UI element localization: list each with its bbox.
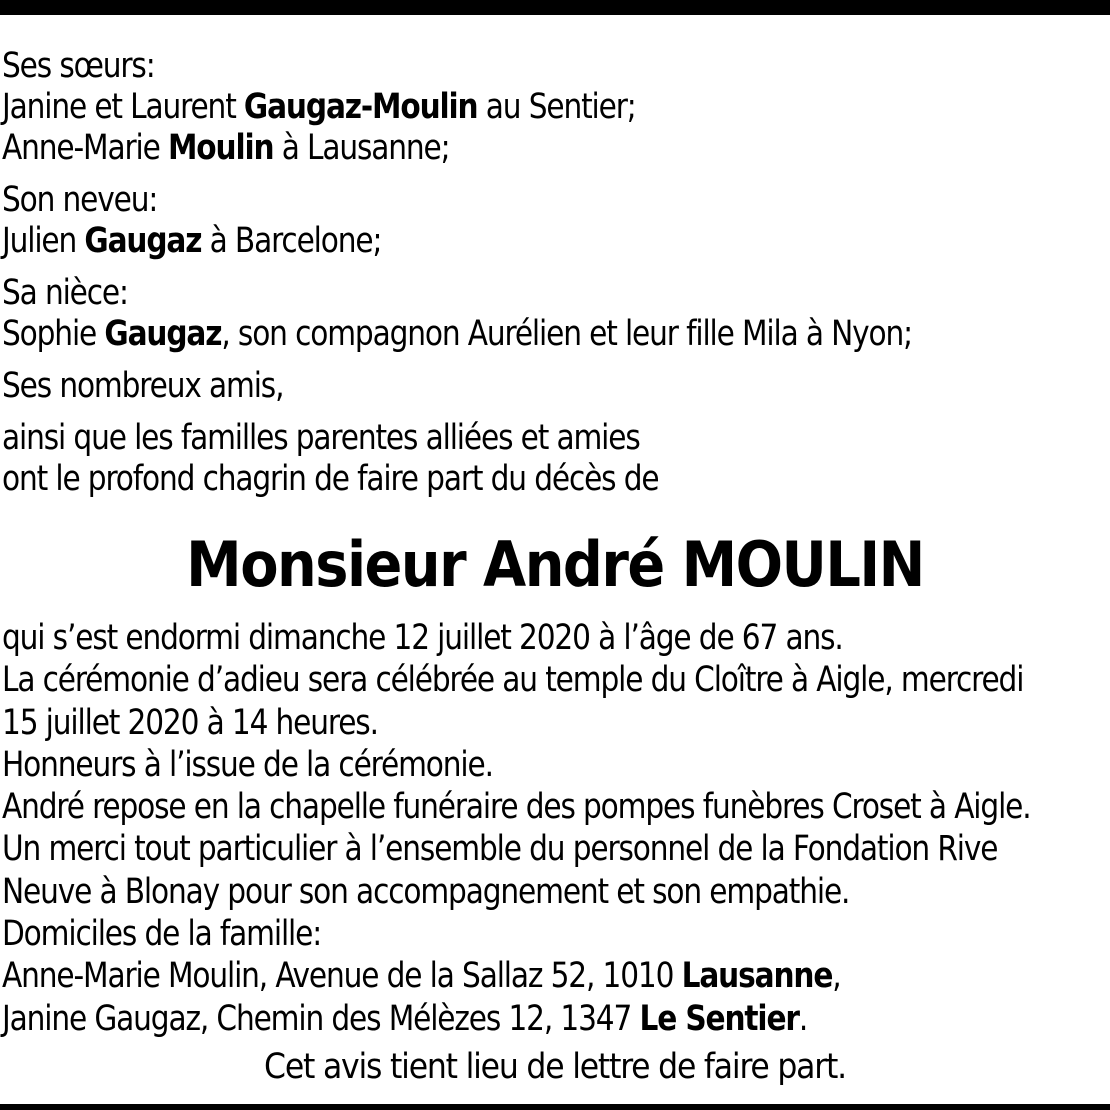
nephew-line <box>2 221 1042 262</box>
text-span: Anne-Marie <box>2 128 168 168</box>
city-bold: Le Sentier <box>639 998 799 1039</box>
deceased-name-title: Monsieur André MOULIN <box>186 528 924 601</box>
text-span: à Barcelone; <box>201 221 382 261</box>
city-bold: Lausanne <box>681 956 833 997</box>
bottom-border-rule <box>0 1104 1110 1110</box>
body-line: Honneurs à l’issue de la cérémonie. <box>2 744 493 785</box>
text-span: au Sentier; <box>477 87 636 127</box>
address-line-2 <box>2 998 1092 1040</box>
body-line: Domiciles de la famille: <box>2 914 322 955</box>
text-span: Janine et Laurent <box>2 87 244 127</box>
families-line-2: ont le profond chagrin de faire part du décès de <box>2 459 659 499</box>
address-line-1 <box>2 955 1092 997</box>
top-border-rule <box>0 0 1110 15</box>
nephew-heading: Son neveu: <box>2 180 158 220</box>
ceremony-details <box>2 617 1092 1040</box>
text-span: à Lausanne; <box>273 128 450 168</box>
sister-line-1 <box>2 87 1042 128</box>
families-line-1: ainsi que les familles parentes alliées et amies <box>2 418 640 458</box>
body-line: Neuve à Blonay pour son accompagnement et son empathie. <box>2 871 850 912</box>
text-span: , son compagnon Aurélien et leur fille Mila à Nyon; <box>221 314 913 354</box>
surname-bold: Gaugaz <box>104 314 222 354</box>
text-span: . <box>798 998 808 1039</box>
sisters-heading: Ses sœurs: <box>2 46 155 86</box>
friends-line: Ses nombreux amis, <box>2 366 284 406</box>
surname-bold: Gaugaz-Moulin <box>243 87 478 127</box>
surname-bold: Gaugaz <box>84 221 202 261</box>
niece-heading: Sa nièce: <box>2 273 128 313</box>
body-line: La cérémonie d’adieu sera célébrée au temple du Cloître à Aigle, mercredi <box>2 660 1024 701</box>
family-announcement <box>2 46 1042 500</box>
text-span: Anne-Marie Moulin, Avenue de la Sallaz 52, 1010 <box>2 956 682 997</box>
body-line: André repose en la chapelle funéraire des pompes funèbres Croset à Aigle. <box>2 787 1031 828</box>
surname-bold: Moulin <box>167 128 274 168</box>
text-span: , <box>832 956 841 997</box>
body-line: qui s’est endormi dimanche 12 juillet 2020 à l’âge de 67 ans. <box>2 618 843 658</box>
body-line: 15 juillet 2020 à 14 heures. <box>2 702 378 743</box>
text-span: Julien <box>2 221 85 261</box>
niece-line <box>2 314 1042 355</box>
sister-line-2 <box>2 128 1042 169</box>
text-span: Janine Gaugaz, Chemin des Mélèzes 12, 1347 <box>2 998 640 1039</box>
closing-note: Cet avis tient lieu de lettre de faire part. <box>264 1047 846 1087</box>
text-span: Sophie <box>2 314 105 354</box>
body-line: Un merci tout particulier à l’ensemble du personnel de la Fondation Rive <box>2 829 998 870</box>
